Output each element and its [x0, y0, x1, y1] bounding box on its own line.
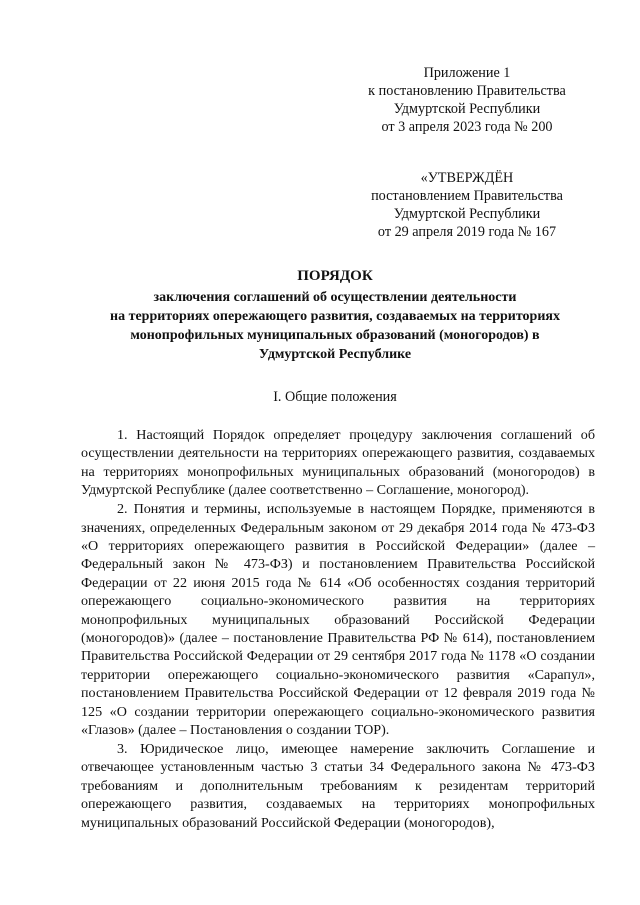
paragraph: 2. Понятия и термины, используемые в настоящем Порядке, применяются в значениях, определенных Федеральным законом от 29 декабря 2014 года № 473-ФЗ «О территориях опережающего развития в Российской Федерации» (далее – Федеральный закон № 473-ФЗ) и постановлением Правительства Российской Федерации от 22 июня 2015 года № 614 «Об особенностях создания территорий опережающего социально-экономического развития на территориях монопрофильных муниципальных образований Российской Федерации (моногородов)» (далее – постановление Правительства РФ № 614), постановлением Правительства Российской Федерации от 29 сентября 2017 года № 1178 «О создании территории опережающего социально-экономического развития «Сарапул», постановлением Правительства Российской Федерации от 12 февраля 2019 года № 125 «О создании территории опережающего социально-экономического развития «Глазов» (далее – Постановления о создании ТОР). — [81, 501, 595, 738]
document-subtitle-line: монопрофильных муниципальных образований (моногородов) в — [130, 328, 540, 343]
appendix-line: Приложение 1 — [423, 65, 511, 81]
approved-line: от 29 апреля 2019 года № 167 — [377, 224, 557, 240]
appendix-line: к постановлению Правительства — [368, 83, 566, 99]
document-title-block — [80, 267, 590, 364]
document-title: ПОРЯДОК — [297, 268, 373, 284]
appendix-note — [0, 64, 640, 136]
document-subtitle-line: заключения соглашений об осуществлении деятельности — [153, 290, 517, 305]
approval-stamp-text — [0, 169, 640, 241]
document-subtitle-line: на территориях опережающего развития, создаваемых на территориях — [110, 309, 560, 324]
paragraph: 1. Настоящий Порядок определяет процедуру заключения соглашений об осуществлении деятельности на территориях опережающего развития, создаваемых на территориях монопрофильных муниципальных образований (моногородов) в Удмуртской Республике (далее соответственно – Соглашение, моногород). — [81, 427, 595, 499]
paragraph: 3. Юридическое лицо, имеющее намерение заключить Соглашение и отвечающее установленным частью 3 статьи 34 Федерального закона № 473-ФЗ требованиям и дополнительным требованиям к резидентам территорий опережающего развития, создаваемых на территориях монопрофильных муниципальных образований Российской Федерации (моногородов), — [81, 740, 595, 831]
appendix-line: от 3 апреля 2023 года № 200 — [381, 119, 553, 135]
document-subtitle-line: Удмуртской Республике — [258, 347, 412, 362]
appendix-line: Удмуртской Республики — [393, 101, 541, 117]
document-body — [81, 426, 595, 832]
approved-line: постановлением Правительства — [371, 188, 563, 204]
section-heading: I. Общие положения — [273, 389, 397, 405]
approved-line: Удмуртской Республики — [393, 206, 541, 222]
approved-line: «УТВЕРЖДЁН — [420, 170, 514, 186]
